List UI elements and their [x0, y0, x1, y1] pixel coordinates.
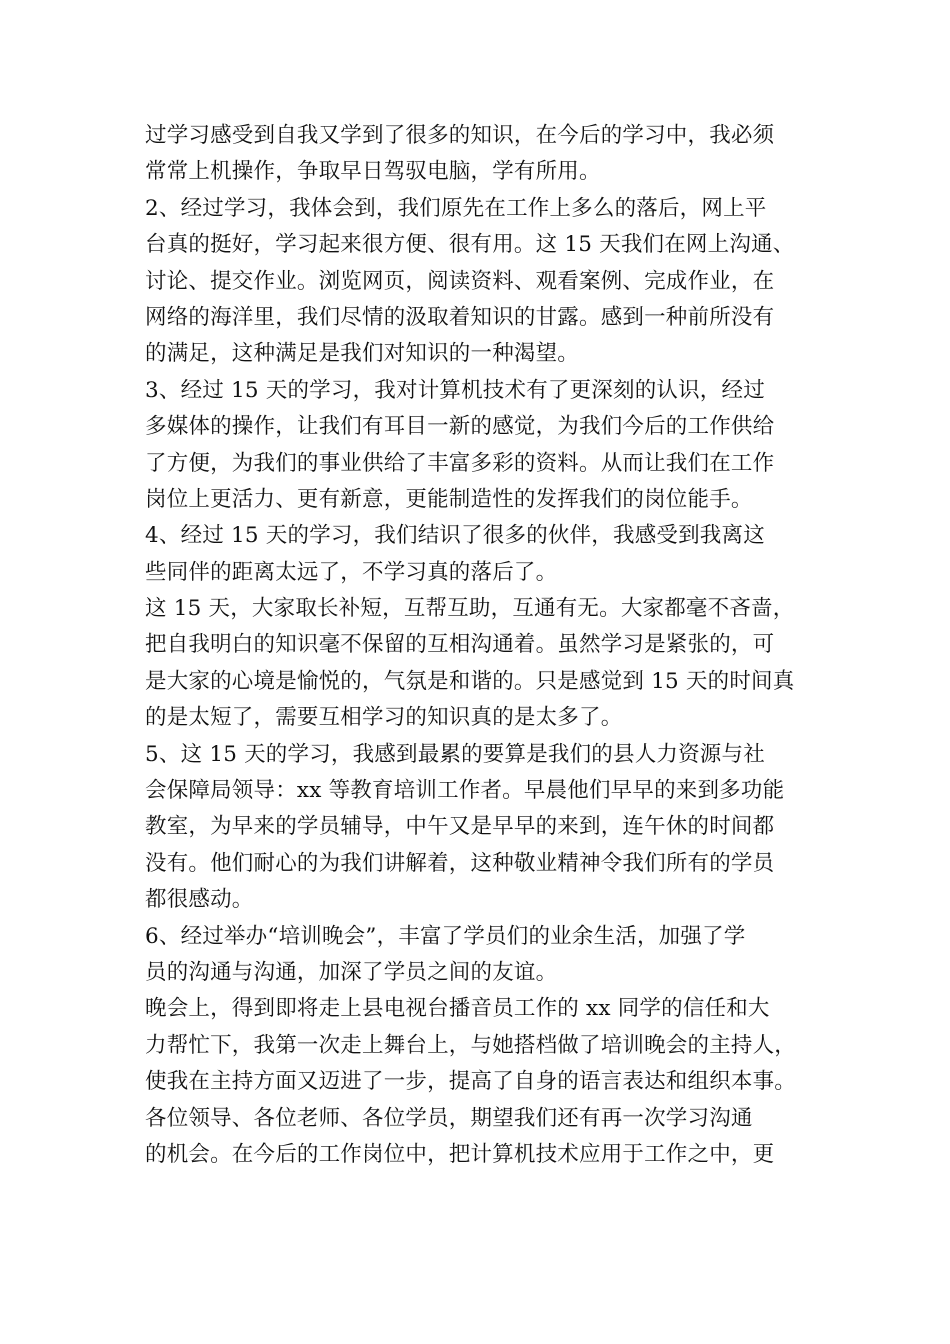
- text-line: 各位领导、各位老师、各位学员，期望我们还有再一次学习沟通: [145, 1105, 753, 1131]
- text-line: 把自我明白的知识毫不保留的互相沟通着。虽然学习是紧张的，可: [145, 632, 775, 658]
- text-line: 讨论、提交作业。浏览网页，阅读资料、观看案例、完成作业，在: [145, 268, 775, 294]
- text-line: 员的沟通与沟通，加深了学员之间的友谊。: [145, 959, 558, 985]
- text-line: 5、这 15 天的学习，我感到最累的要算是我们的县人力资源与社: [145, 741, 765, 767]
- text-line: 多媒体的操作，让我们有耳目一新的感觉，为我们今后的工作供给: [145, 414, 775, 440]
- text-line: 的是太短了，需要互相学习的知识真的是太多了。: [145, 705, 623, 731]
- text-line: 晚会上，得到即将走上县电视台播音员工作的 xx 同学的信任和大: [145, 996, 770, 1022]
- text-line: 2、经过学习，我体会到，我们原先在工作上多么的落后，网上平: [145, 195, 767, 221]
- text-line: 的满足，这种满足是我们对知识的一种渴望。: [145, 341, 580, 367]
- text-line: 使我在主持方面又迈进了一步，提高了自身的语言表达和组织本事。: [145, 1069, 797, 1095]
- text-line: 了方便，为我们的事业供给了丰富多彩的资料。从而让我们在工作: [145, 450, 775, 476]
- text-line: 没有。他们耐心的为我们讲解着，这种敬业精神令我们所有的学员: [145, 850, 775, 876]
- text-line: 力帮忙下，我第一次走上舞台上，与她搭档做了培训晚会的主持人，: [145, 1032, 797, 1058]
- text-line: 是大家的心境是愉悦的，气氛是和谐的。只是感觉到 15 天的时间真: [145, 668, 795, 694]
- text-line: 会保障局领导：xx 等教育培训工作者。早晨他们早早的来到多功能: [145, 778, 785, 804]
- text-line: 常常上机操作，争取早日驾驭电脑，学有所用。: [145, 159, 601, 185]
- text-line: 3、经过 15 天的学习，我对计算机技术有了更深刻的认识，经过: [145, 377, 765, 403]
- text-line: 4、经过 15 天的学习，我们结识了很多的伙伴，我感受到我离这: [145, 523, 765, 549]
- text-line: 的机会。在今后的工作岗位中，把计算机技术应用于工作之中，更: [145, 1141, 775, 1167]
- text-line: 这 15 天，大家取长补短，互帮互助，互通有无。大家都毫不吝啬，: [145, 596, 795, 622]
- text-line: 些同伴的距离太远了，不学习真的落后了。: [145, 559, 558, 585]
- text-line: 6、经过举办“培训晚会”，丰富了学员们的业余生活，加强了学: [145, 923, 746, 949]
- text-line: 过学习感受到自我又学到了很多的知识，在今后的学习中，我必须: [145, 123, 775, 148]
- text-line: 岗位上更活力、更有新意，更能制造性的发挥我们的岗位能手。: [145, 486, 753, 512]
- text-line: 网络的海洋里，我们尽情的汲取着知识的甘露。感到一种前所没有: [145, 304, 775, 330]
- text-line: 都很感动。: [145, 887, 254, 913]
- text-line: 教室，为早来的学员辅导，中午又是早早的来到，连午休的时间都: [145, 814, 775, 840]
- body-text: [145, 118, 845, 1173]
- text-line: 台真的挺好，学习起来很方便、很有用。这 15 天我们在网上沟通、: [145, 232, 795, 258]
